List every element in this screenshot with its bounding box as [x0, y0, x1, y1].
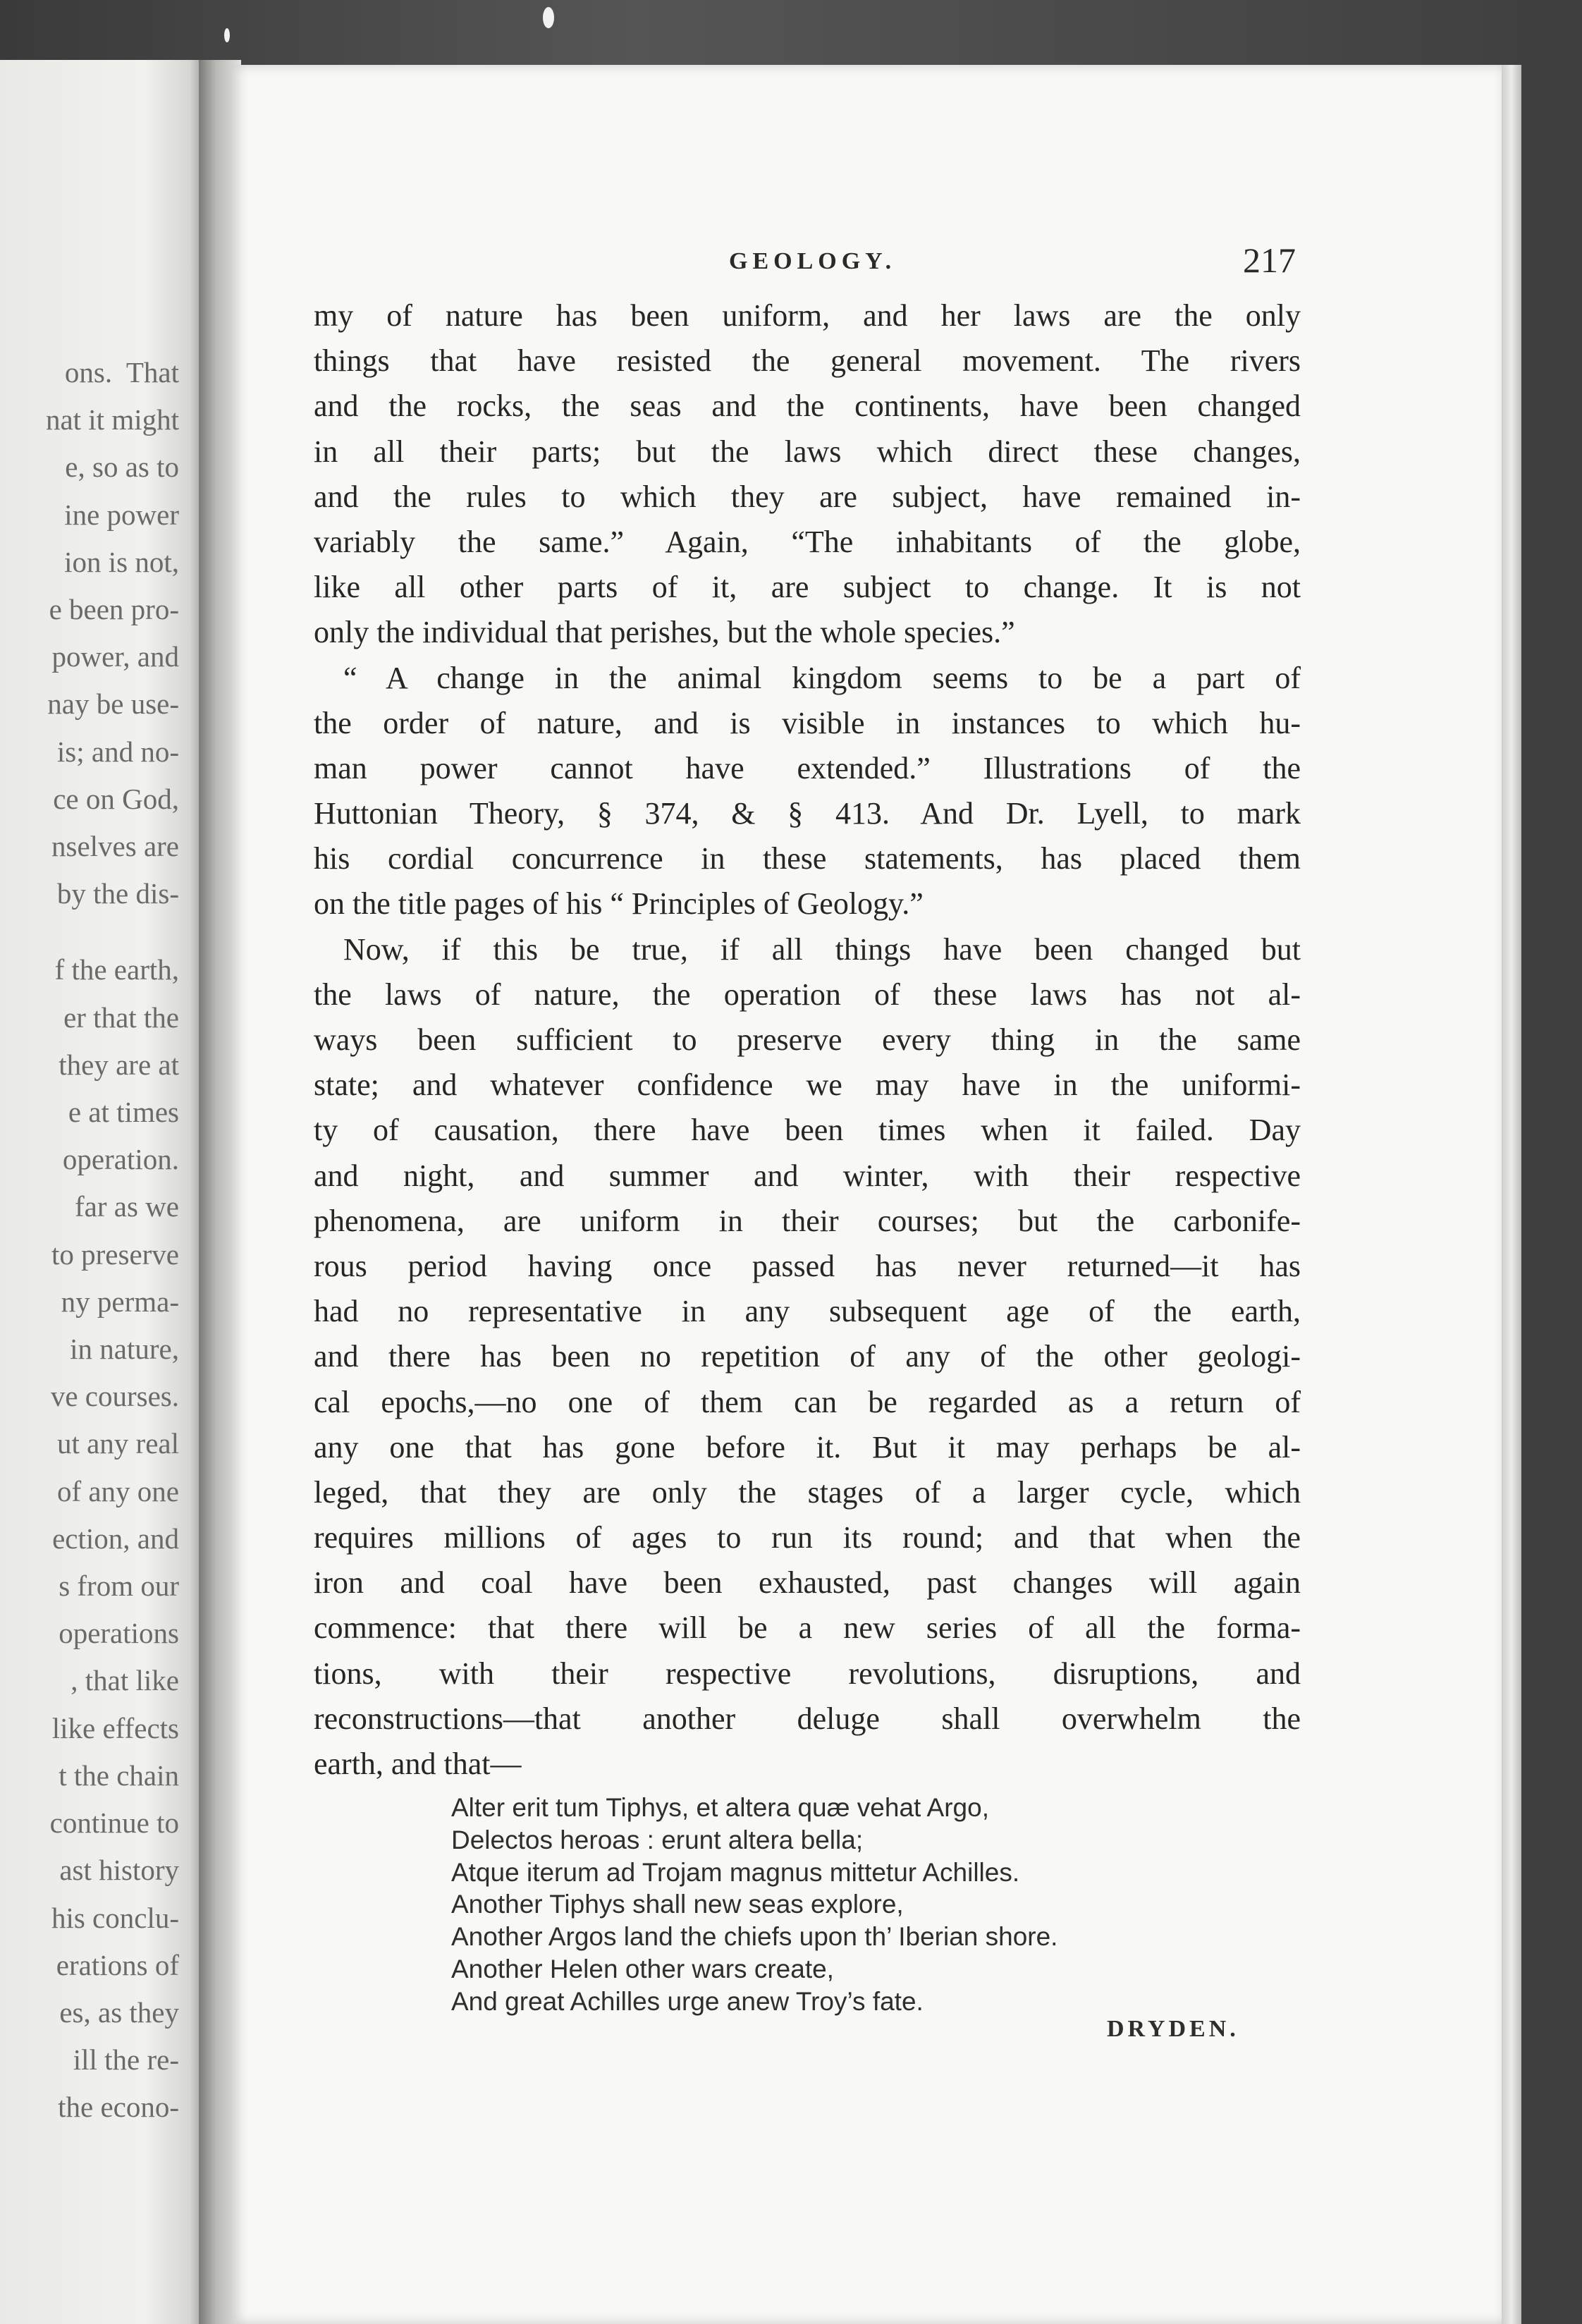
verse-line: Another Helen other wars create, [451, 1954, 834, 1983]
body-text-line: ways been sufficient to preserve every thing in the same [314, 1022, 1301, 1057]
facing-page-line: to preserve [51, 1237, 179, 1271]
facing-page-line: nay be use- [47, 687, 179, 721]
facing-page-line: ection, and [52, 1522, 179, 1555]
scan-speck [543, 7, 554, 28]
facing-page-line: e at times [68, 1096, 179, 1129]
body-text-line: any one that has gone before it. But it may perhaps be al- [314, 1429, 1301, 1464]
body-text-line: man power cannot have extended.” Illustrations of the [314, 750, 1301, 785]
body-text-line: “ A change in the animal kingdom seems to be a part of [343, 660, 1301, 695]
body-text-line: the laws of nature, the operation of these laws has not al- [314, 977, 1301, 1012]
facing-page-line: of any one [56, 1474, 179, 1507]
body-text-line: ty of causation, there have been times when it failed. Day [314, 1113, 1301, 1148]
scan-speck [224, 28, 230, 42]
facing-page-line: ce on God, [53, 782, 179, 815]
body-text-line: had no representative in any subsequent age of the earth, [314, 1294, 1301, 1329]
facing-page-line: f the earth, [54, 953, 179, 986]
facing-page-text [0, 349, 179, 2132]
body-text-line: like all other parts of it, are subject to change. It is not [314, 570, 1301, 605]
facing-page-line: ion is not, [64, 545, 179, 578]
page-edge [1502, 65, 1521, 2324]
facing-page-line: er that the [63, 1001, 179, 1034]
body-text-line: and the rules to which they are subject, have remained in- [314, 479, 1301, 514]
facing-page-line: nselves are [51, 830, 179, 863]
verse-line: Delectos heroas : erunt altera bella; [451, 1825, 864, 1854]
body-text-line: phenomena, are uniform in their courses; but the carbonife- [314, 1203, 1301, 1238]
facing-page-line: nat it might [45, 403, 179, 436]
facing-page-line: ine power [64, 498, 179, 531]
facing-page-line: in nature, [70, 1333, 179, 1366]
facing-page-line: ill the re- [73, 2043, 179, 2077]
body-text-line: and the rocks, the seas and the continents, have been changed [314, 389, 1301, 424]
running-head: GEOLOGY. [729, 248, 897, 274]
body-text-line: earth, and that— [314, 1747, 522, 1781]
body-text-line: iron and coal have been exhausted, past changes will again [314, 1565, 1301, 1601]
verse-line: Another Argos land the chiefs upon th’ Iberian shore. [451, 1922, 1058, 1952]
facing-page-line: the econo- [58, 2091, 179, 2124]
facing-page-line: far as we [75, 1190, 179, 1223]
body-text-line: Now, if this be true, if all things have been changed but [343, 931, 1301, 967]
facing-page-line: erations of [56, 1948, 179, 1981]
facing-page-line: operations [59, 1617, 179, 1650]
facing-page-line: e, so as to [65, 451, 179, 484]
verse-line: Atque iterum ad Trojam magnus mittetur Achilles. [451, 1857, 1020, 1887]
facing-page-line: , that like [70, 1664, 179, 1697]
verse-attribution: DRYDEN. [1107, 2016, 1239, 2042]
facing-page-line: ve courses. [50, 1380, 179, 1413]
body-text-line: and there has been no repetition of any of the other geologi- [314, 1339, 1301, 1374]
body-text-line: reconstructions—that another deluge shall overwhelm the [314, 1701, 1301, 1736]
verse-line: Alter erit tum Tiphys, et altera quæ vehat Argo, [451, 1793, 989, 1822]
facing-page-line: operation. [62, 1143, 179, 1176]
facing-page-left [0, 60, 206, 2324]
body-text-line: cal epochs,—no one of them can be regarded as a return of [314, 1384, 1301, 1419]
verse-line: Another Tiphys shall new seas explore, [451, 1890, 904, 1919]
body-text-line: the order of nature, and is visible in instances to which hu- [314, 705, 1301, 740]
facing-page-line: e been pro- [49, 593, 179, 626]
body-text-line: only the individual that perishes, but the whole species.” [314, 615, 1015, 650]
facing-page-line: es, as they [59, 1995, 179, 2029]
body-text-line: rous period having once passed has never returned—it has [314, 1248, 1301, 1283]
body-text-line: requires millions of ages to run its round; and that when the [314, 1520, 1301, 1555]
facing-page-line: ut any real [56, 1427, 179, 1460]
facing-page-line: power, and [51, 640, 179, 673]
body-text-line: variably the same.” Again, “The inhabitants of the globe, [314, 524, 1301, 559]
facing-page-line: continue to [49, 1806, 179, 1840]
body-text-line: tions, with their respective revolutions, disruptions, and [314, 1656, 1301, 1691]
facing-page-line: they are at [59, 1048, 179, 1081]
body-text-line: his cordial concurrence in these statements, has placed them [314, 841, 1301, 876]
facing-page-line: ast history [59, 1854, 179, 1887]
body-text-line: leged, that they are only the stages of a larger cycle, which [314, 1474, 1301, 1510]
facing-page-line: ons. That [64, 356, 179, 389]
facing-page-line: by the dis- [56, 877, 179, 910]
page-number: 217 [1243, 240, 1296, 280]
body-text-line: and night, and summer and winter, with their respective [314, 1158, 1301, 1193]
body-text-line: things that have resisted the general movement. The rivers [314, 343, 1301, 379]
body-text-line: Huttonian Theory, § 374, & § 413. And Dr. Lyell, to mark [314, 796, 1301, 831]
facing-page-line: t the chain [59, 1759, 179, 1792]
body-text [314, 293, 1301, 1787]
body-text-line: commence: that there will be a new series of all the forma- [314, 1610, 1301, 1646]
facing-page-line: is; and no- [56, 735, 179, 768]
body-text-line: my of nature has been uniform, and her laws are the only [314, 298, 1301, 333]
facing-page-line: like effects [51, 1711, 179, 1744]
body-text-line: in all their parts; but the laws which direct these changes, [314, 434, 1301, 469]
facing-page-line: s from our [59, 1570, 179, 1603]
verse-line: And great Achilles urge anew Troy’s fate. [451, 1986, 924, 2016]
body-text-line: on the title pages of his “ Principles of Geology.” [314, 886, 924, 922]
facing-page-line [0, 917, 179, 946]
body-text-line: state; and whatever confidence we may have in the uniformi- [314, 1068, 1301, 1103]
facing-page-line: ny perma- [61, 1285, 179, 1318]
verse-quotation [451, 1792, 1283, 2018]
facing-page-line: his conclu- [51, 1901, 179, 1934]
